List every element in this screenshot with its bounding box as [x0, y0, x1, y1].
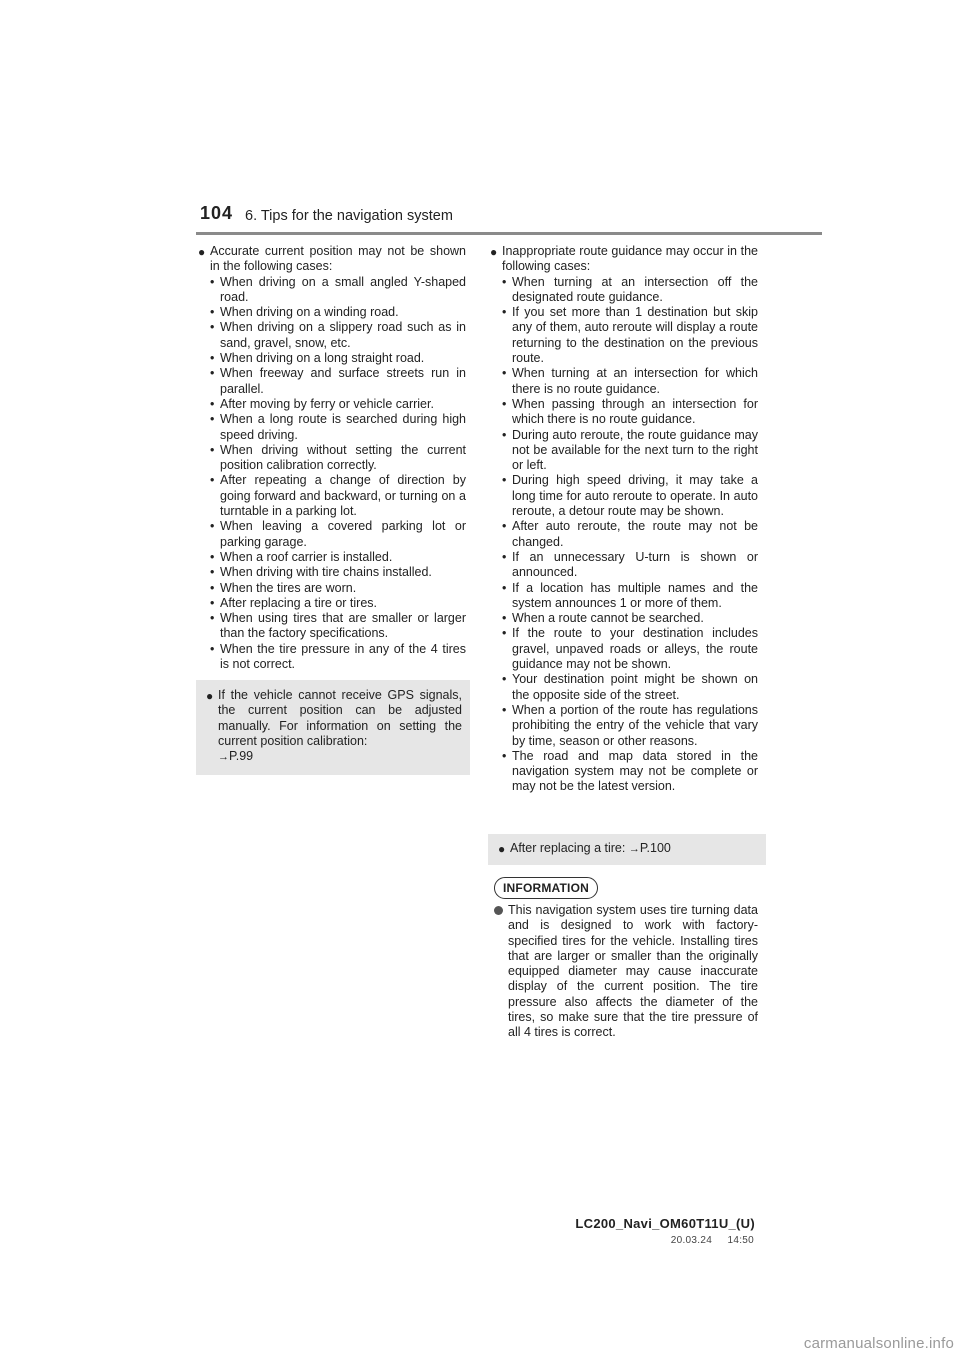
list-item: • When the tire pressure in any of the 4 tires is not correct. — [210, 642, 466, 673]
list-item: • If a location has multiple names and the system announces 1 or more of them. — [502, 581, 758, 612]
list-item: • When turning at an intersection for which there is no route guidance. — [502, 366, 758, 397]
gps-note-box — [196, 680, 470, 775]
list-item: • When driving with tire chains installed. — [210, 565, 466, 580]
page-reference-link[interactable]: P.99 — [229, 749, 254, 764]
list-item: • When a long route is searched during high speed driving. — [210, 412, 466, 443]
list-item: • The road and map data stored in the navigation system may not be complete or may not be the latest version. — [502, 749, 758, 795]
left-column — [200, 244, 466, 672]
list-item: • When freeway and surface streets run in parallel. — [210, 366, 466, 397]
tire-note-text: After replacing a tire: — [510, 841, 626, 855]
list-item: • When a roof carrier is installed. — [210, 550, 466, 565]
information-badge: INFORMATION — [494, 877, 598, 899]
page-reference-link[interactable]: P.100 — [639, 841, 671, 855]
list-item: • When leaving a covered parking lot or parking garage. — [210, 519, 466, 550]
case-list — [502, 275, 758, 795]
list-item: • During high speed driving, it may take a long time for auto reroute to operate. In auto reroute, a detour route may be shown. — [502, 473, 758, 519]
bullet-icon: ● — [490, 245, 498, 259]
list-item: • Your destination point might be shown on the opposite side of the street. — [502, 672, 758, 703]
information-body — [494, 903, 758, 1041]
list-item — [492, 244, 758, 795]
list-item: • After auto reroute, the route may not be changed. — [502, 519, 758, 550]
header-rule — [196, 232, 822, 235]
page-number: 104 — [200, 203, 234, 223]
case-list — [210, 275, 466, 673]
footer-timestamp: 20.03.24 14:50 — [670, 1235, 754, 1246]
list-item: • When driving on a small angled Y-shaped road. — [210, 275, 466, 306]
arrow-right-icon: → — [628, 843, 640, 855]
right-column — [492, 244, 758, 795]
list-item: • When driving on a winding road. — [210, 305, 466, 320]
bullet-icon: ● — [206, 689, 214, 703]
bullet-icon: ● — [498, 842, 506, 856]
list-item — [494, 903, 758, 1041]
list-item: • When the tires are worn. — [210, 581, 466, 596]
list-item: • During auto reroute, the route guidance may not be available for the next turn to the right or left. — [502, 428, 758, 474]
list-item: • When driving on a long straight road. — [210, 351, 466, 366]
list-item: • If the route to your destination includes gravel, unpaved roads or alleys, the route guidance may not be shown. — [502, 626, 758, 672]
bullet-intro-text: Inappropriate route guidance may occur in the following cases: — [502, 244, 758, 274]
list-item: • When driving on a slippery road such as in sand, gravel, snow, etc. — [210, 320, 466, 351]
list-item: • After moving by ferry or vehicle carrier. — [210, 397, 466, 412]
list-item: • When a route cannot be searched. — [502, 611, 758, 626]
gps-note-text: If the vehicle cannot receive GPS signals, the current position can be adjusted manually. For information on setting the current position calibration: — [218, 688, 462, 748]
list-item: • After replacing a tire or tires. — [210, 596, 466, 611]
list-item: • After repeating a change of direction by going forward and backward, or turning on a turntable in a parking lot. — [210, 473, 466, 519]
footer-doc-code: LC200_Navi_OM60T11U_(U) — [575, 1216, 755, 1231]
list-item: • If an unnecessary U-turn is shown or announced. — [502, 550, 758, 581]
list-item: • When driving without setting the current position calibration correctly. — [210, 443, 466, 474]
information-text: This navigation system uses tire turning data and is designed to work with factory-specified tires for the vehicle. Installing tires that are larger or smaller than the originally equipped diameter may cause inaccurate display of the current position. The tire pressure also affects the diameter of the tires, so make sure that the tire pressure of all 4 tires is correct. — [508, 903, 758, 1040]
list-item: • If you set more than 1 destination but skip any of them, auto reroute will display a route returning to the destination on the previous route. — [502, 305, 758, 366]
bullet-icon: ● — [198, 245, 206, 259]
tire-note-box — [488, 834, 766, 865]
watermark: carmanualsonline.info — [803, 1335, 954, 1352]
bullet-intro-text: Accurate current position may not be shown in the following cases: — [210, 244, 466, 274]
list-item: • When passing through an intersection for which there is no route guidance. — [502, 397, 758, 428]
list-item — [500, 841, 758, 857]
arrow-right-icon: → — [218, 751, 229, 764]
section-title: 6. Tips for the navigation system — [245, 208, 453, 224]
circle-bullet-icon — [494, 906, 503, 915]
list-item: • When a portion of the route has regulations prohibiting the entry of the vehicle that vary by time, season or other reasons. — [502, 703, 758, 749]
list-item — [208, 688, 462, 765]
list-item — [200, 244, 466, 672]
list-item: • When using tires that are smaller or larger than the factory specifications. — [210, 611, 466, 642]
list-item: • When turning at an intersection off the designated route guidance. — [502, 275, 758, 306]
